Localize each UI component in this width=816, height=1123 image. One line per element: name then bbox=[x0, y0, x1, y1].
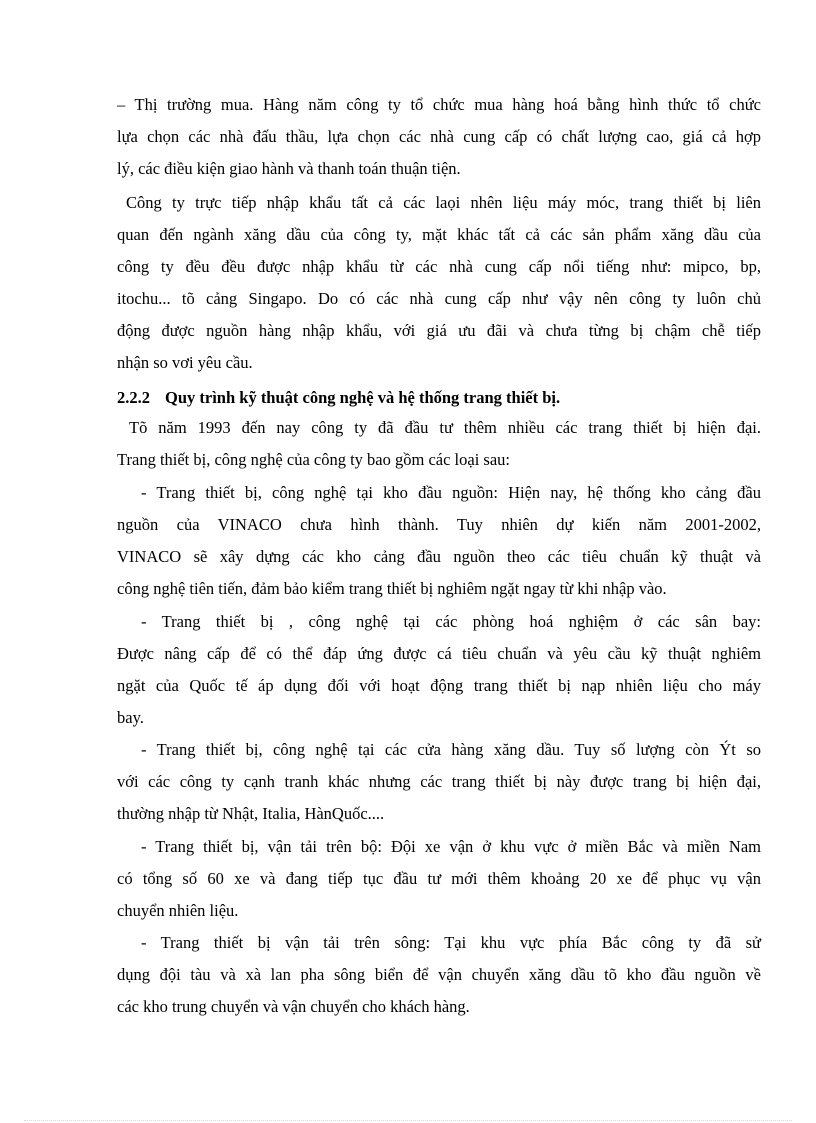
text-line: - Trang thiết bị, công nghệ tại kho đầu nguồn: Hiện nay, hệ thống kho cảng đầu bbox=[141, 483, 761, 502]
text-line: nguồn của VINACO chưa hình thành. Tuy nhiên dự kiến năm 2001-2002, bbox=[117, 515, 761, 534]
paragraph-road-transport bbox=[117, 831, 761, 927]
paragraph-source-depot-equipment bbox=[117, 477, 761, 605]
text-line: lựa chọn các nhà đấu thầu, lựa chọn các nhà cung cấp có chất lượng cao, giá cả hợp bbox=[117, 127, 761, 146]
list-dash: - bbox=[141, 933, 147, 952]
section-title: Quy trình kỹ thuật công nghệ và hệ thống trang thiết bị. bbox=[165, 388, 561, 407]
text-line: quan đến ngành xăng dầu của công ty, mặt khác tất cả các sản phẩm xăng dầu của bbox=[117, 225, 761, 244]
text-line: lý, các điều kiện giao hành và thanh toán thuận tiện. bbox=[117, 159, 461, 178]
text-line: Công ty trực tiếp nhập khẩu tất cả các laọi nhên liệu máy móc, trang thiết bị liên bbox=[126, 193, 761, 212]
text-line: chuyển nhiên liệu. bbox=[117, 901, 239, 920]
text-line: động được nguồn hàng nhập khẩu, với giá ưu đãi và chưa từng bị chậm chễ tiếp bbox=[117, 321, 761, 340]
text-line: có tổng số 60 xe và đang tiếp tục đầu tư mới thêm khoảng 20 xe để phục vụ vận bbox=[117, 869, 761, 888]
paragraph-river-transport bbox=[117, 927, 761, 1023]
text-line: - Trang thiết bị, vận tải trên bộ: Đội xe vận ở khu vực ở miền Bắc và miền Nam bbox=[141, 837, 761, 856]
text-line bbox=[117, 606, 761, 638]
section-heading bbox=[117, 382, 560, 414]
text-line bbox=[117, 927, 761, 959]
text-line: VINACO sẽ xây dựng các kho cảng đầu nguồn theo các tiêu chuẩn kỹ thuật và bbox=[117, 547, 761, 566]
paragraph-since-1993 bbox=[117, 412, 761, 476]
text-line: Trang thiết bị, công nghệ của công ty bao gồm các loại sau: bbox=[117, 450, 511, 469]
text-line: công nghệ tiên tiến, đảm bảo kiểm trang thiết bị nghiêm ngặt ngay từ khi nhập vào. bbox=[117, 579, 667, 598]
text-line: itochu... tõ cảng Singapo. Do có các nhà cung cấp như vậy nên công ty luôn chủ bbox=[117, 289, 761, 308]
paragraph-direct-import bbox=[117, 187, 761, 379]
text-line: với các công ty cạnh tranh khác nhưng các trang thiết bị này được trang bị hiện đại, bbox=[117, 772, 761, 791]
text-line: thường nhập từ Nhật, Italia, HànQuốc.... bbox=[117, 804, 385, 823]
text-line: - Trang thiết bị, công nghệ tại các cửa hàng xăng dầu. Tuy số lượng còn Ýt so bbox=[141, 740, 761, 759]
paragraph-airport-labs bbox=[117, 606, 761, 734]
section-number: 2.2.2 bbox=[117, 388, 150, 407]
text-line: dụng đội tàu và xà lan pha sông biển để vận chuyển xăng dầu tõ kho đầu nguồn về bbox=[117, 965, 761, 984]
text-line: Tõ năm 1993 đến nay công ty đã đầu tư thêm nhiều các trang thiết bị hiện đại. bbox=[129, 418, 761, 437]
text-line: – Thị trường mua. Hàng năm công ty tổ chức mua hàng hoá bằng hình thức tổ chức bbox=[117, 95, 761, 114]
text-line: các kho trung chuyển và vận chuyển cho khách hàng. bbox=[117, 997, 470, 1016]
list-dash: - bbox=[141, 612, 147, 631]
text-segment: Trang thiết bị vận tải trên sông: Tại khu vực phía Bắc công ty đã sử bbox=[160, 933, 761, 952]
text-segment: Trang thiết bị , công nghệ tại các phòng hoá nghiệm ở các sân bay: bbox=[161, 612, 761, 631]
paragraph-petrol-stations bbox=[117, 734, 761, 830]
text-line: ngặt của Quốc tế áp dụng đối với hoạt động trang thiết bị nạp nhiên liệu cho máy bbox=[117, 676, 761, 695]
page-bottom-divider bbox=[24, 1120, 792, 1121]
text-line: Được nâng cấp để có thể đáp ứng được cá tiêu chuẩn và yêu cầu kỹ thuật nghiêm bbox=[117, 644, 761, 663]
text-line: công ty đều đều được nhập khẩu từ các nhà cung cấp nổi tiếng như: mipco, bp, bbox=[117, 257, 761, 276]
text-line: nhận so vơi yêu cầu. bbox=[117, 353, 253, 372]
paragraph-purchasing-market bbox=[117, 89, 761, 185]
text-line: bay. bbox=[117, 708, 144, 727]
